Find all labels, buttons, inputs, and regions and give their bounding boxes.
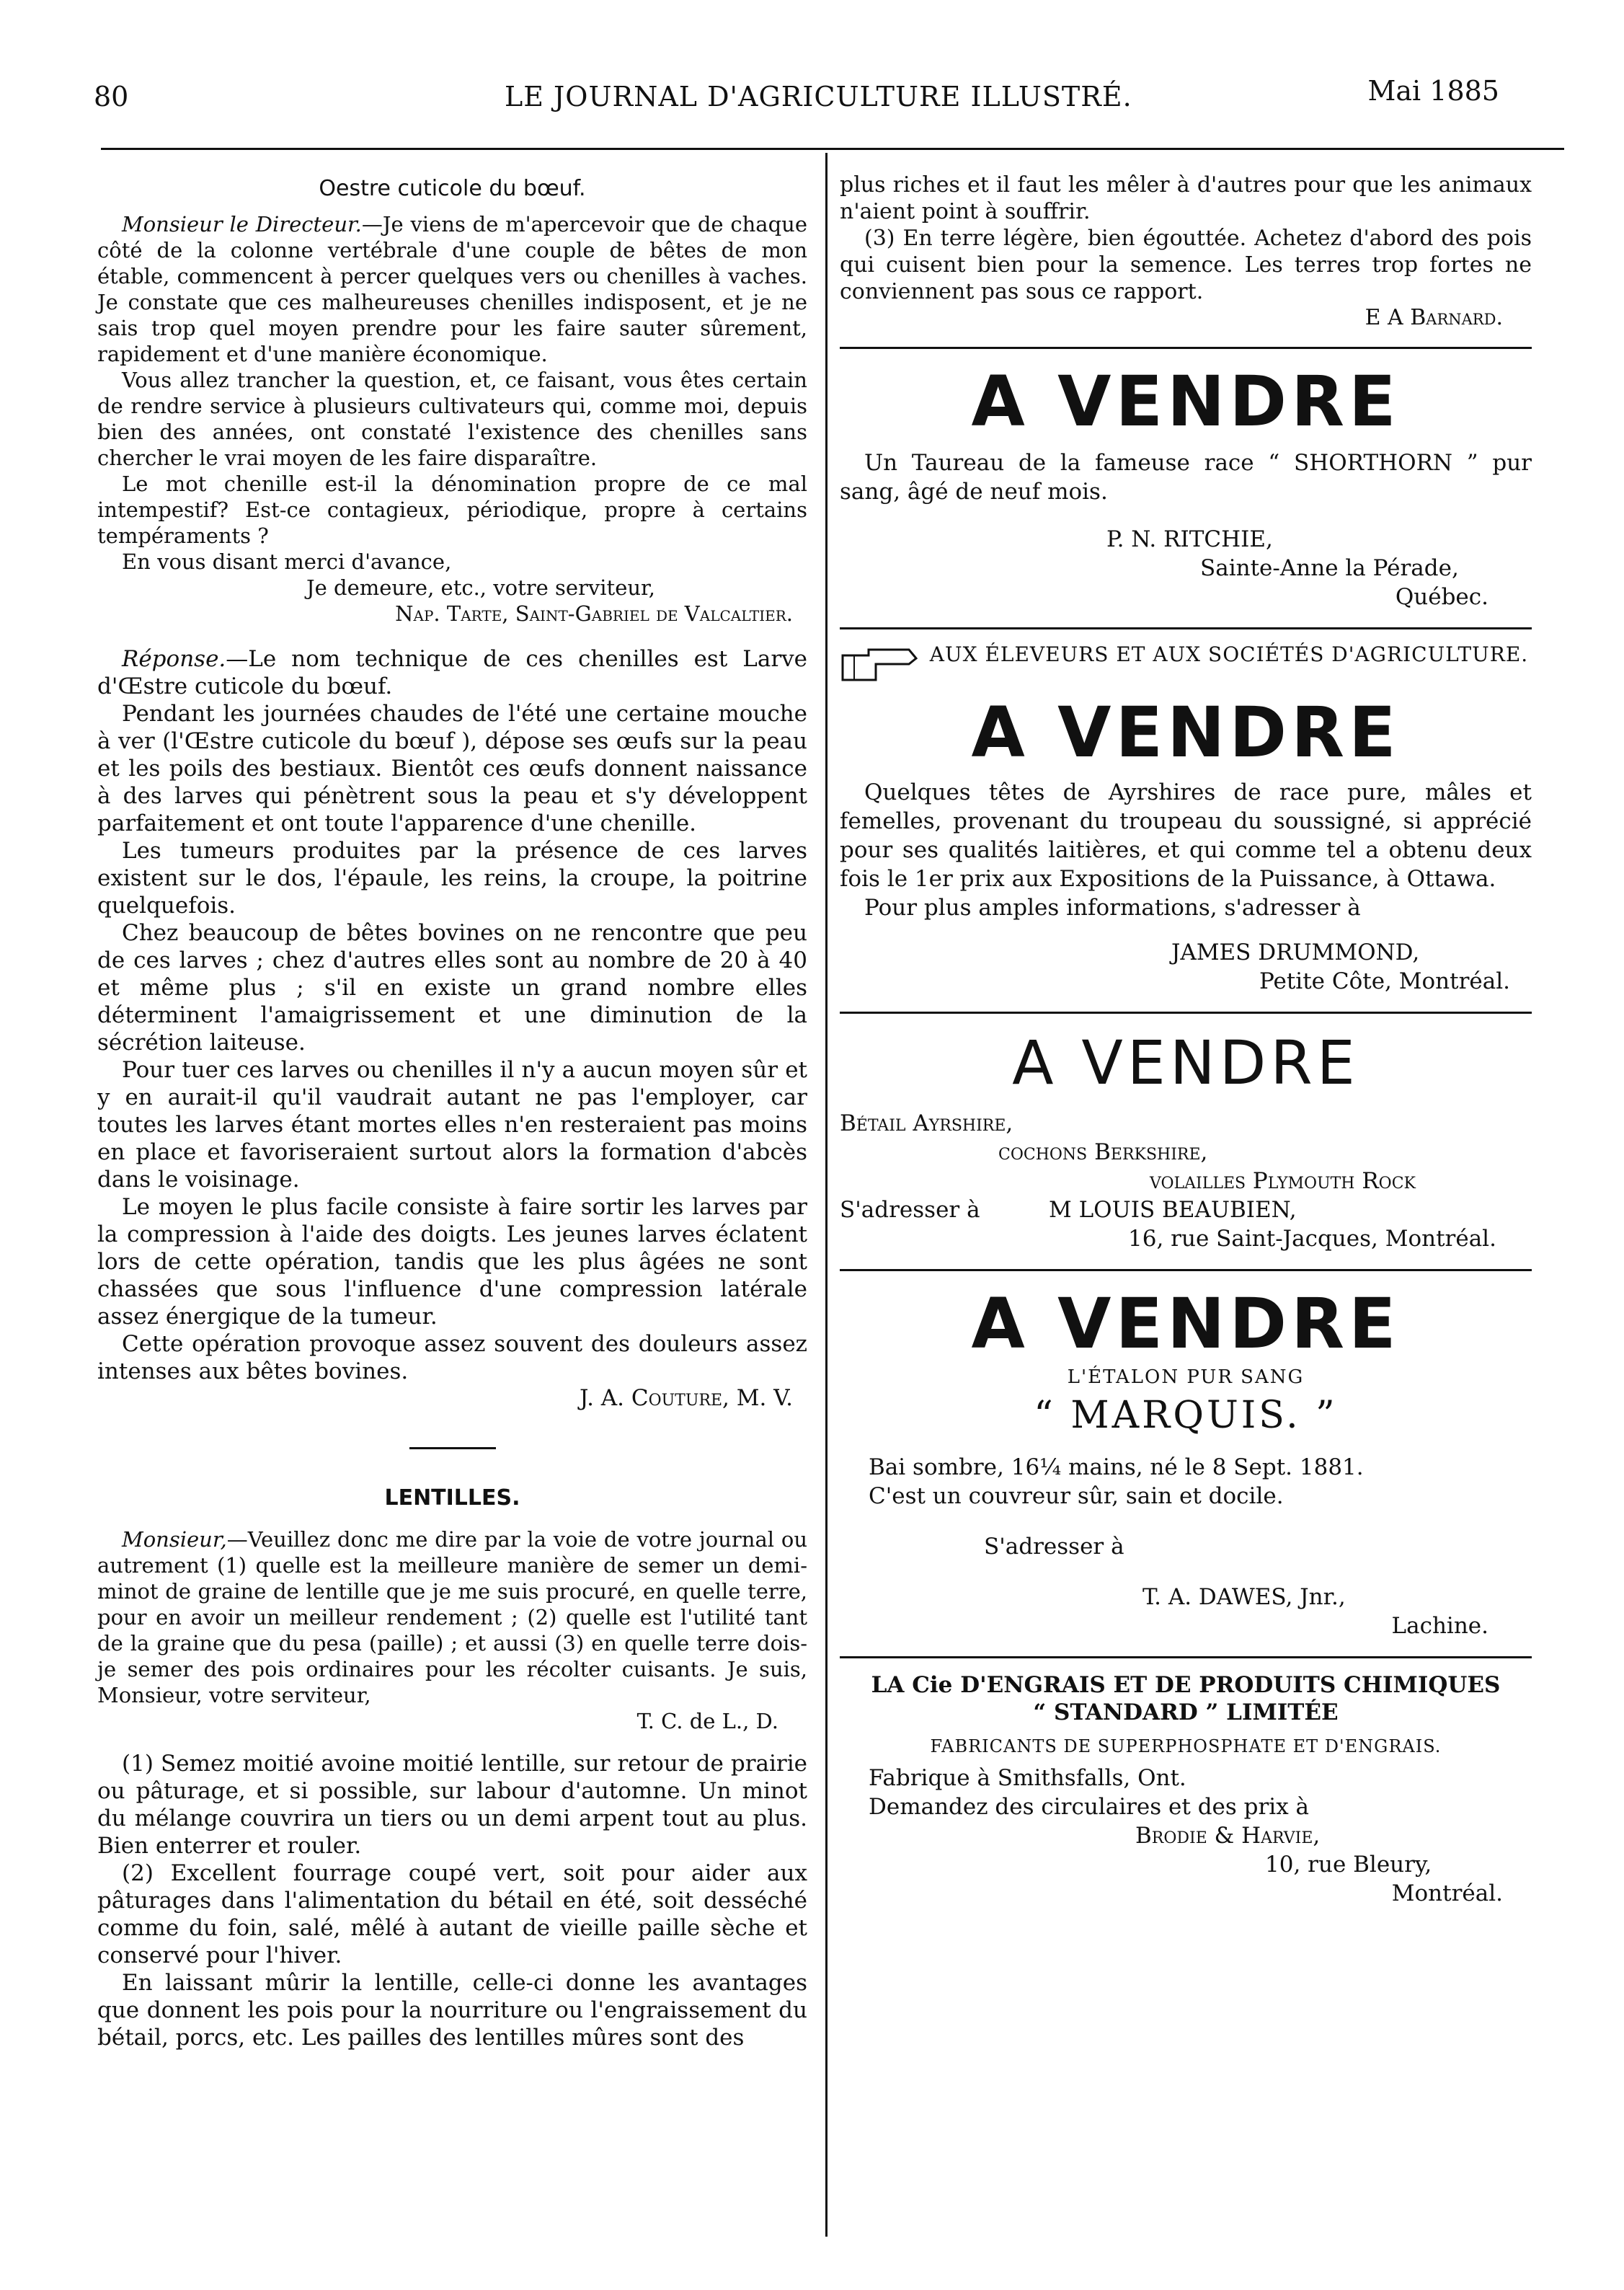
company-name: LA Cie D'ENGRAIS ET DE PRODUITS CHIMIQUES bbox=[871, 1672, 1501, 1698]
answer-paragraph: En laissant mûrir la lentille, celle-ci donne les avantages que donnent les pois pour la nourriture ou l'engraissement du bétail, porcs, etc. Les pailles des lentilles mûres sont des bbox=[97, 1970, 807, 2051]
reponse-paragraph: Pendant les journées chaudes de l'été une certaine mouche à ver (l'Œstre cuticole du bœuf ), dépose ses œufs sur la peau et les poils des bestiaux. Bientôt ces œufs donnent naissance à des larves qui pénètrent sous la peau et s'y développent parfaitement et ont toute l'apparence d'une chenille. bbox=[97, 701, 807, 836]
ad-text: Un Taureau de la fameuse race “ SHORTHORN ” pur sang, âgé de neuf mois. bbox=[840, 450, 1532, 505]
reponse-paragraph: Les tumeurs produites par la présence de ces larves existent sur le dos, l'épaule, les reins, la croupe, la poitrine quelquefois. bbox=[97, 838, 807, 919]
letter-closing: Je demeure, etc., votre serviteur, bbox=[306, 575, 655, 600]
ad-line: Fabrique à Smithsfalls, Ont. bbox=[869, 1765, 1186, 1791]
letter-signature: T. C. de L., D. bbox=[636, 1709, 778, 1733]
ad-dawes bbox=[840, 1284, 1532, 1640]
company-subtitle: FABRICANTS DE SUPERPHOSPHATE ET D'ENGRAIS. bbox=[930, 1736, 1442, 1756]
continuation-paragraph: (3) En terre légère, bien égouttée. Achetez d'abord des pois qui cuisent bien pour la semence. Les terres trop fortes ne conviennent pas sous ce rapport. bbox=[840, 226, 1532, 304]
ad-beaubien bbox=[840, 1027, 1532, 1253]
letter-signature: Nap. Tarte, Saint-Gabriel de Valcaltier. bbox=[395, 601, 793, 626]
article-title-lentilles: LENTILLES. bbox=[384, 1485, 520, 1511]
right-column bbox=[840, 172, 1532, 1908]
ad-line: S'adresser à bbox=[984, 1534, 1124, 1560]
header-rule bbox=[101, 148, 1564, 150]
ad-address: 10, rue Bleury, bbox=[1265, 1852, 1432, 1878]
answer-paragraph: (2) Excellent fourrage coupé vert, soit pour aider aux pâturages dans l'alimentation du bétail en été, soit desséché comme du foin, salé, mêlé à autant de vieille paille sèche et conservé pour l'hiver. bbox=[97, 1860, 807, 1968]
ad-line: Demandez des circulaires et des prix à bbox=[869, 1794, 1310, 1820]
column-divider bbox=[825, 153, 827, 2237]
issue-date: Mai 1885 bbox=[1367, 75, 1499, 107]
ad-rule bbox=[840, 1656, 1532, 1658]
ad-rule bbox=[840, 1012, 1532, 1014]
ad-line: cochons Berkshire, bbox=[998, 1139, 1208, 1165]
ad-line: volailles Plymouth Rock bbox=[1150, 1168, 1416, 1194]
page-number: 80 bbox=[94, 81, 129, 112]
horse-name: “ MARQUIS. ” bbox=[1034, 1394, 1338, 1437]
ad-text: C'est un couvreur sûr, sain et docile. bbox=[869, 1483, 1284, 1509]
ad-heading: A VENDRE bbox=[1012, 1027, 1359, 1098]
reponse-paragraph: Réponse.—Le nom technique de ces chenilles est Larve d'Œstre cuticole du bœuf. bbox=[97, 646, 807, 699]
ad-line: Bétail Ayrshire, bbox=[840, 1110, 1013, 1136]
ad-drummond bbox=[840, 642, 1532, 996]
reponse-label: Réponse. bbox=[122, 646, 226, 672]
page-header bbox=[94, 75, 1521, 124]
ad-address: Montréal. bbox=[1391, 1880, 1503, 1906]
ad-rule bbox=[840, 1269, 1532, 1271]
continuation-paragraph: plus riches et il faut les mêler à d'autres pour que les animaux n'aient point à souffrir. bbox=[840, 172, 1532, 224]
article-title-oestre: Oestre cuticole du bœuf. bbox=[319, 176, 586, 201]
reponse-paragraph: Pour tuer ces larves ou chenilles il n'y a aucun moyen sûr et y en aurait-il qu'il vaudrait autant ne pas l'employer, car toutes les larves étant mortes elles n'en resteraient pas moins en place et favoriseraient surtout alors la formation d'abcès dans le voisinage. bbox=[97, 1057, 807, 1193]
reponse-paragraph: Chez beaucoup de bêtes bovines on ne rencontre que peu de ces larves ; chez d'autres elles sont au nombre de 20 à 40 et même plus ; s'il en existe un grand nombre elles déterminent l'amaigrissement et une diminution de la sécrétion laiteuse. bbox=[97, 920, 807, 1056]
answer-paragraph: (1) Semez moitié avoine moitié lentille, sur retour de prairie ou pâturage, et si possible, sur labour d'automne. Un minot du mélange couvrira un tiers ou un demi arpent tout au plus. Bien enterrer et rouler. bbox=[97, 1751, 807, 1859]
ad-subheading: L'ÉTALON PUR SANG bbox=[1067, 1366, 1305, 1388]
ad-text: Bai sombre, 16¼ mains, né le 8 Sept. 1881. bbox=[869, 1454, 1364, 1480]
ad-address: Québec. bbox=[1395, 584, 1488, 610]
letter-salutation: Monsieur le Directeur. bbox=[122, 212, 362, 236]
ad-heading: A VENDRE bbox=[971, 361, 1401, 442]
ad-address: Sainte-Anne la Pérade, bbox=[1200, 555, 1459, 581]
letter-paragraph: Le mot chenille est-il la dénomination propre de ce mal intempestif? Est-ce contagieux, périodique, propre à certains tempéraments ? bbox=[97, 472, 807, 548]
ad-standard bbox=[840, 1671, 1532, 1908]
reponse-paragraph: Le moyen le plus facile consiste à faire sortir les larves par la compression à l'aide des doigts. Les jeunes larves éclatent lors de cette opération, tandis que les plus âgées ne sont chassées que sous l'influence d'une compression latérale assez énergique de la tumeur. bbox=[97, 1194, 807, 1330]
ad-heading: A VENDRE bbox=[971, 692, 1401, 773]
letter-paragraph: En vous disant merci d'avance, bbox=[122, 549, 452, 574]
reponse-signature: J. A. Couture, M. V. bbox=[580, 1385, 793, 1411]
pointing-hand-icon bbox=[840, 642, 919, 686]
ad-text: Quelques têtes de Ayrshires de race pure, mâles et femelles, provenant du troupeau du soussigné, si apprécié pour ses qualités laitières, et qui comme tel a obtenu deux fois le 1er prix aux Expositions de la Puissance, à Ottawa. bbox=[840, 779, 1532, 892]
ad-address: 16, rue Saint-Jacques, Montréal. bbox=[1128, 1226, 1496, 1252]
ad-ritchie bbox=[840, 362, 1532, 611]
ad-address: Lachine. bbox=[1391, 1613, 1488, 1639]
ad-name: P. N. RITCHIE, bbox=[1106, 526, 1273, 552]
ad-name: JAMES DRUMMOND, bbox=[1171, 940, 1420, 965]
letter-paragraph: Monsieur le Directeur.—Je viens de m'apercevoir que de chaque côté de la colonne vertébrale d'une couple de bêtes de mon étable, commencent à percer quelques vers ou chenilles à vaches. Je constate que ces malheureuses chenilles indisposent, et je ne sais trop quel moyen prendre pour les faire sauter sûrement, rapidement et d'une manière économique. bbox=[97, 212, 807, 366]
ad-heading: A VENDRE bbox=[971, 1283, 1401, 1364]
continuation-signature: E A Barnard. bbox=[1365, 305, 1503, 330]
ad-name: Brodie & Harvie, bbox=[1135, 1823, 1321, 1849]
ad-line: S'adresser à bbox=[840, 1197, 980, 1223]
company-name: “ STANDARD ” LIMITÉE bbox=[1033, 1699, 1339, 1725]
ad-rule bbox=[840, 347, 1532, 349]
letter-paragraph: Vous allez trancher la question, et, ce faisant, vous êtes certain de rendre service à plusieurs cultivateurs qui, comme moi, depuis bien des années, ont constaté l'existence des chenilles sans chercher le vrai moyen de les faire disparaître. bbox=[97, 368, 807, 470]
section-rule bbox=[409, 1447, 496, 1449]
ad-address: Petite Côte, Montréal. bbox=[1259, 968, 1510, 994]
aux-notice bbox=[840, 642, 1532, 686]
ad-text: Pour plus amples informations, s'adresser à bbox=[864, 895, 1361, 921]
reponse-paragraph: Cette opération provoque assez souvent des douleurs assez intenses aux bêtes bovines. bbox=[97, 1331, 807, 1384]
left-column bbox=[97, 172, 807, 2051]
journal-title: LE JOURNAL D'AGRICULTURE ILLUSTRÉ. bbox=[505, 81, 1132, 112]
ad-rule bbox=[840, 627, 1532, 629]
ad-name: M LOUIS BEAUBIEN, bbox=[1049, 1197, 1297, 1223]
letter-paragraph: Monsieur,—Veuillez donc me dire par la voie de votre journal ou autrement (1) quelle est la meilleure manière de semer un demi-minot de graine de lentille que je me suis procuré, en quelle terre, pour en avoir un meilleur rendement ; (2) quelle est l'utilité tant de la graine que du pesa (paille) ; et aussi (3) en quelle terre dois-je semer des pois ordinaires pour les récolter cuisants. Je suis, Monsieur, votre serviteur, bbox=[97, 1527, 807, 1707]
aux-notice-text: AUX ÉLEVEURS ET AUX SOCIÉTÉS D'AGRICULTURE. bbox=[929, 642, 1529, 666]
ad-name: T. A. DAWES, Jnr., bbox=[1142, 1584, 1346, 1610]
letter-salutation: Monsieur, bbox=[122, 1527, 227, 1552]
